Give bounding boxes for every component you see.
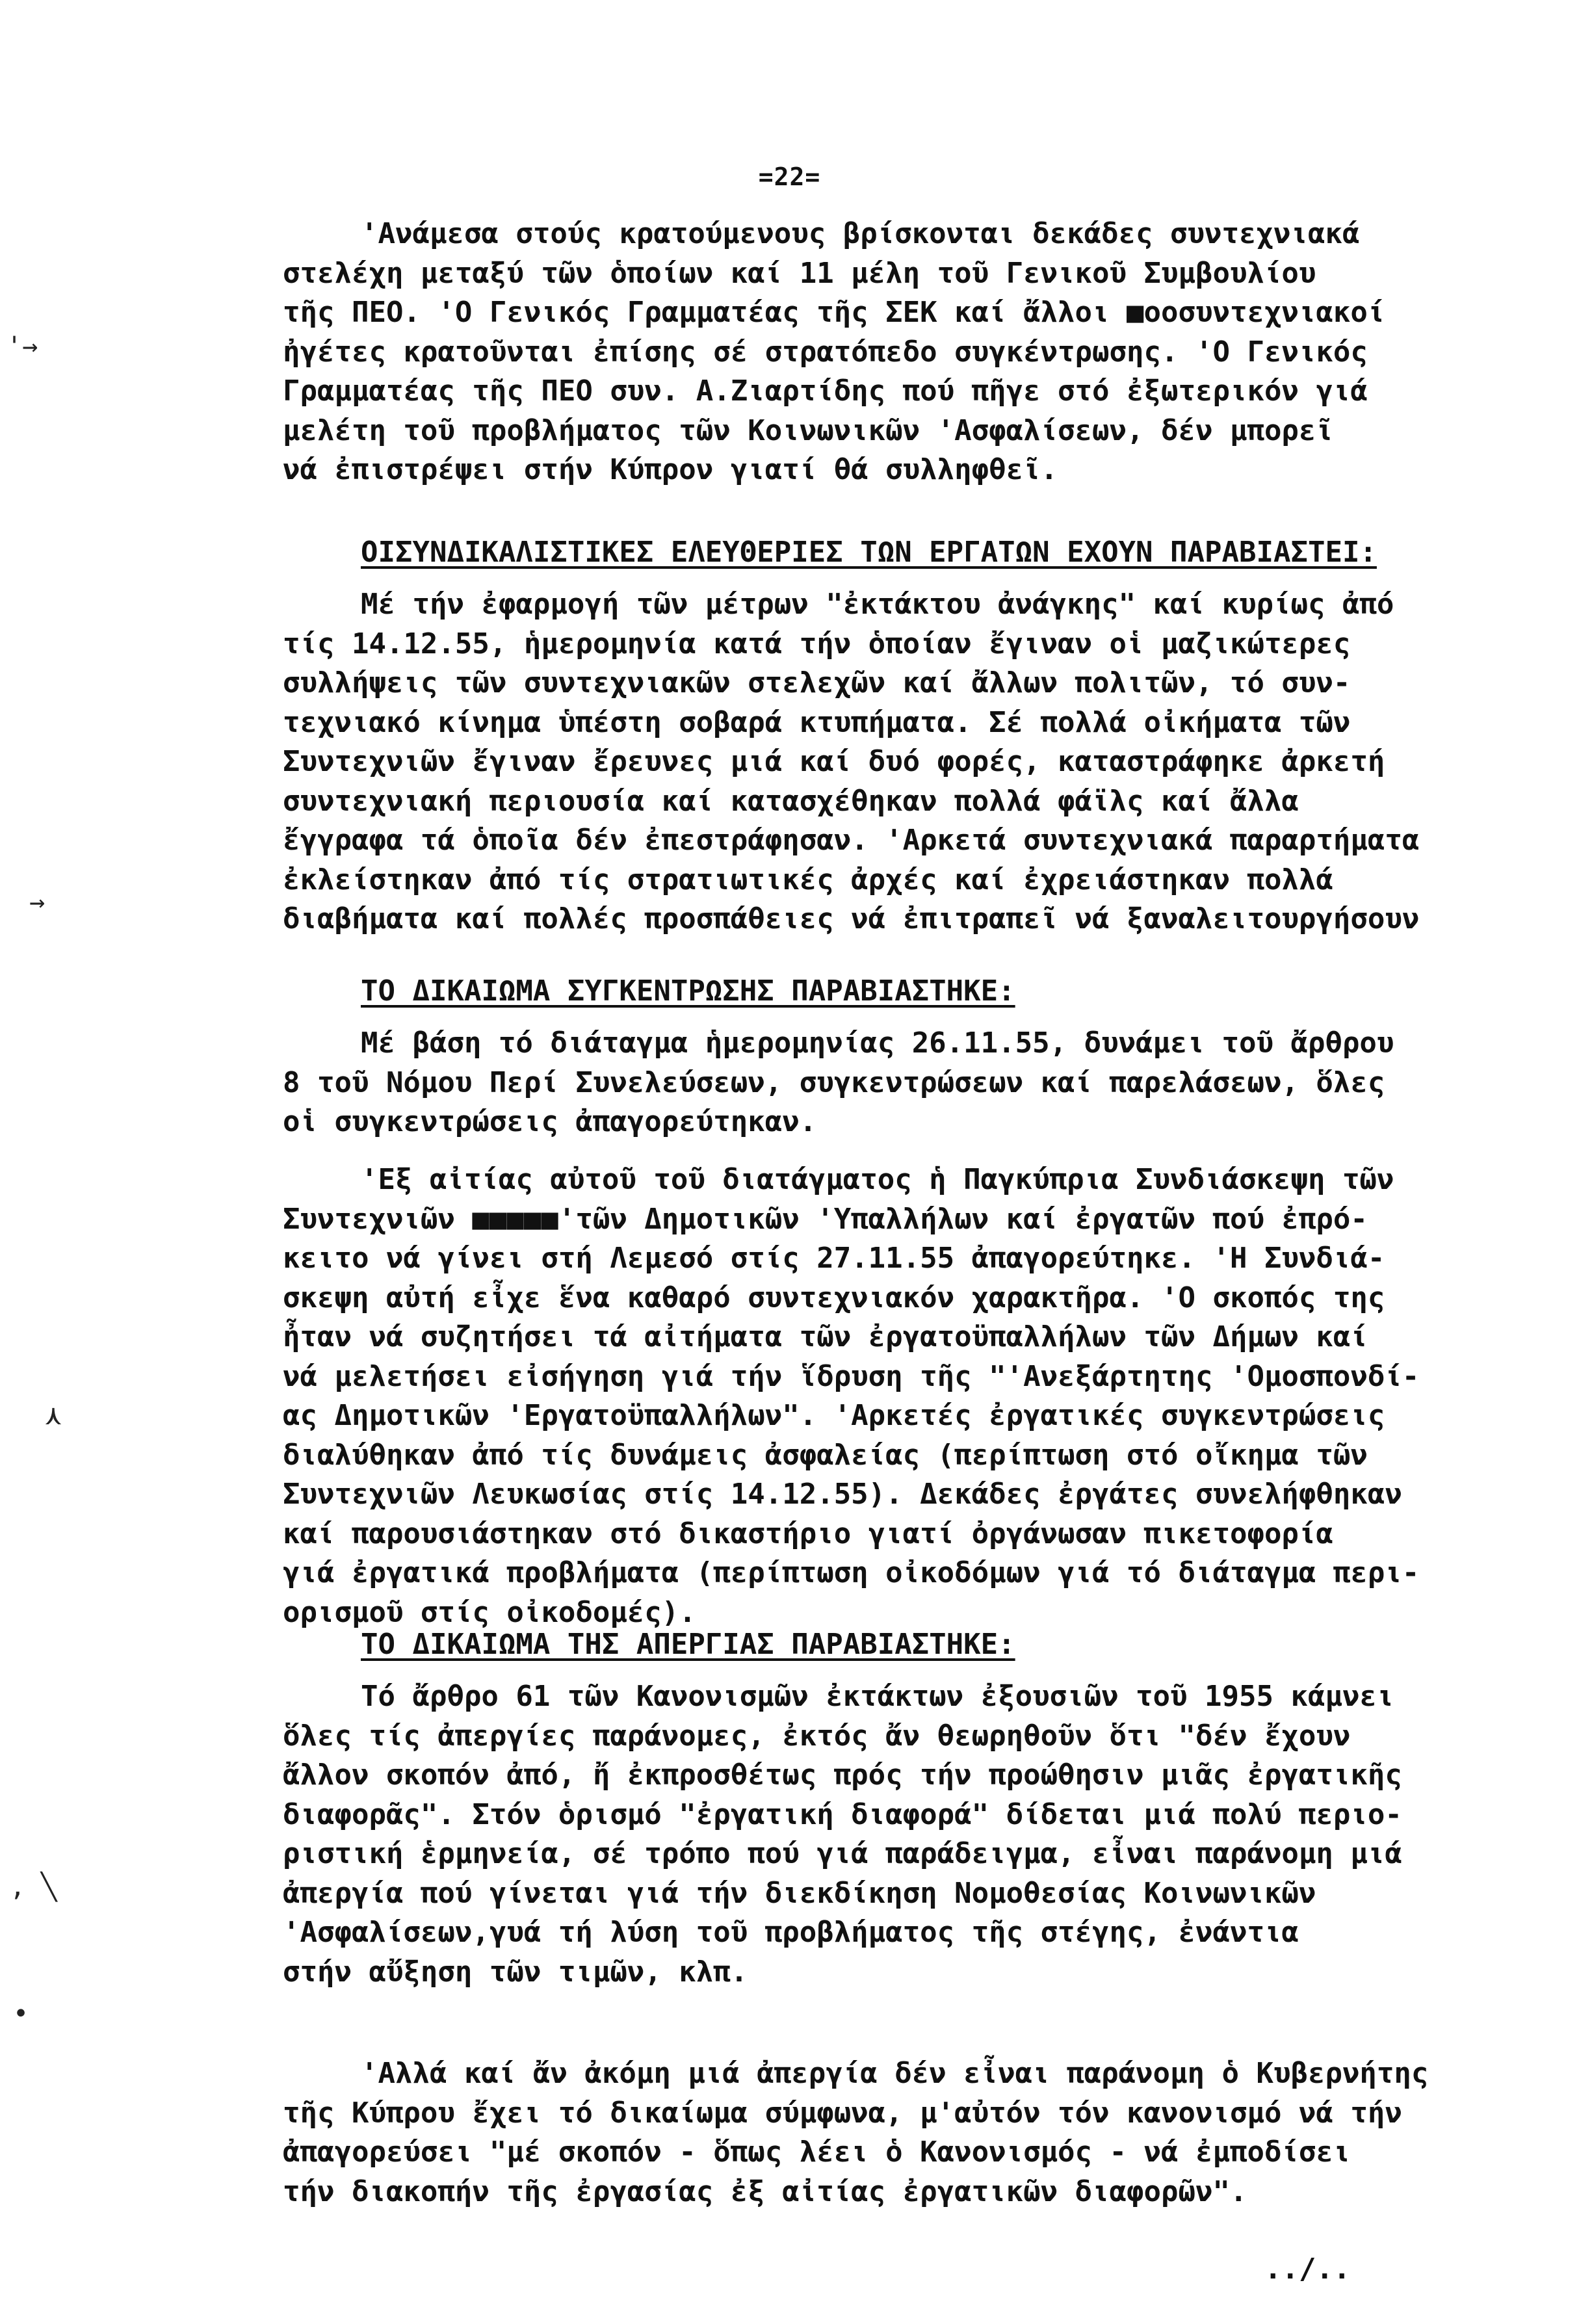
- text-line: 'Ασφαλίσεων,γυά τή λύση τοῦ προβλήματος τῆς στέγης, ἐνάντια: [283, 1916, 1299, 1949]
- text-line: τήν διακοπήν τῆς ἐργασίας ἐξ αἰτίας ἐργατικῶν διαφορῶν".: [283, 2174, 1247, 2208]
- text-line: συλλήψεις τῶν συντεχνιακῶν στελεχῶν καί ἄλλων πολιτῶν, τό συν-: [283, 666, 1351, 699]
- section-heading: ΤΟ ΔΙΚΑΙΩΜΑ ΤΗΣ ΑΠΕΡΓΙΑΣ ΠΑΡΑΒΙΑΣΤΗΚΕ:: [361, 1628, 1015, 1661]
- text-line: οἱ συγκεντρώσεις ἀπαγορεύτηκαν.: [283, 1105, 817, 1138]
- text-line: ἄλλον σκοπόν ἀπό, ἤ ἐκπροσθέτως πρός τήν προώθησιν μιᾶς ἐργατικῆς: [283, 1758, 1402, 1792]
- text-line: 'Ανάμεσα στούς κρατούμενους βρίσκονται δεκάδες συντεχνιακά: [361, 217, 1360, 250]
- page-number: =22=: [758, 163, 821, 191]
- text-line: Συντεχνιῶν ἔγιναν ἔρευνες μιά καί δυό φορές, καταστράφηκε ἀρκετή: [283, 745, 1385, 778]
- text-line: ἐκλείστηκαν ἀπό τίς στρατιωτικές ἀρχές καί ἐχρειάστηκαν πολλά: [283, 863, 1333, 896]
- text-line: τῆς ΠΕΟ. 'Ο Γενικός Γραμματέας τῆς ΣΕΚ καί ἄλλοι ■οοσυντεχνιακοί: [283, 296, 1385, 329]
- text-line: 'Εξ αἰτίας αὐτοῦ τοῦ διατάγματος ἡ Παγκύπρια Συνδιάσκεψη τῶν: [361, 1163, 1394, 1196]
- text-line: τίς 14.12.55, ἡμερομηνία κατά τήν ὁποίαν ἔγιναν οἱ μαζικώτερες: [283, 627, 1351, 660]
- text-line: ἀπαγορεύσει "μέ σκοπόν - ὅπως λέει ὁ Κανονισμός - νά ἐμποδίσει: [283, 2135, 1351, 2169]
- text-line: 8 τοῦ Νόμου Περί Συνελεύσεων, συγκεντρώσεων καί παρελάσεων, ὅλες: [283, 1065, 1385, 1099]
- text-line: σκεψη αὐτή εἶχε ἕνα καθαρό συντεχνιακόν χαρακτῆρα. 'Ο σκοπός της: [283, 1281, 1385, 1314]
- text-line: νά ἐπιστρέψει στήν Κύπρον γιατί θά συλληφθεῖ.: [283, 453, 1058, 486]
- text-line: Γραμματέας τῆς ΠΕΟ συν. Α.Ζιαρτίδης πού πῆγε στό ἐξωτερικόν γιά: [283, 374, 1368, 408]
- continuation-mark: ../..: [1264, 2252, 1351, 2286]
- text-line: ριστική ἑρμηνεία, σέ τρόπο πού γιά παράδειγμα, εἶναι παράνομη μιά: [283, 1837, 1402, 1870]
- text-line: συντεχνιακή περιουσία καί κατασχέθηκαν πολλά φάϊλς καί ἄλλα: [283, 784, 1299, 818]
- section-heading: ΤΟ ΔΙΚΑΙΩΜΑ ΣΥΓΚΕΝΤΡΩΣΗΣ ΠΑΡΑΒΙΑΣΤΗΚΕ:: [361, 974, 1015, 1008]
- text-line: Μέ τήν ἐφαρμογή τῶν μέτρων "ἐκτάκτου ἀνάγκης" καί κυρίως ἀπό: [361, 588, 1394, 621]
- text-line: καί παρουσιάστηκαν στό δικαστήριο γιατί ὀργάνωσαν πικετοφορία: [283, 1517, 1333, 1550]
- text-line: διαφορᾶς". Στόν ὁρισμό "ἐργατική διαφορά" δίδεται μιά πολύ περιο-: [283, 1797, 1402, 1831]
- text-line: Συντεχνιῶν Λευκωσίας στίς 14.12.55). Δεκάδες ἐργάτες συνελήφθηκαν: [283, 1478, 1402, 1511]
- margin-mark: →: [29, 887, 46, 917]
- text-line: Μέ βάση τό διάταγμα ἡμερομηνίας 26.11.55, δυνάμει τοῦ ἄρθρου: [361, 1026, 1394, 1060]
- margin-mark: '→: [7, 332, 38, 361]
- section-heading: ΟΙΣΥΝΔΙΚΑΛΙΣΤΙΚΕΣ ΕΛΕΥΘΕΡΙΕΣ ΤΩΝ ΕΡΓΑΤΩΝ ΕΧΟΥΝ ΠΑΡΑΒΙΑΣΤΕΙ:: [361, 536, 1377, 569]
- text-line: νά μελετήσει εἰσήγηση γιά τήν ἵδρυση τῆς "'Ανεξάρτητης 'Ομοσπονδί-: [283, 1359, 1420, 1393]
- text-line: μελέτη τοῦ προβλήματος τῶν Κοινωνικῶν 'Ασφαλίσεων, δέν μπορεῖ: [283, 413, 1333, 447]
- text-line: γιά ἐργατικά προβλήματα (περίπτωση οἰκοδόμων γιά τό διάταγμα περι-: [283, 1556, 1420, 1589]
- text-line: ἠγέτες κρατοῦνται ἐπίσης σέ στρατόπεδο συγκέντρωσης. 'Ο Γενικός: [283, 335, 1368, 369]
- text-line: στελέχη μεταξύ τῶν ὁποίων καί 11 μέλη τοῦ Γενικοῦ Συμβουλίου: [283, 256, 1316, 290]
- margin-mark: •: [13, 1999, 29, 2029]
- text-line: διαλύθηκαν ἀπό τίς δυνάμεις ἀσφαλείας (περίπτωση στό οἴκημα τῶν: [283, 1438, 1368, 1472]
- text-line: ὅλες τίς ἀπεργίες παράνομες, ἐκτός ἄν θεωρηθοῦν ὅτι "δέν ἔχουν: [283, 1719, 1351, 1753]
- text-line: τεχνιακό κίνημα ὑπέστη σοβαρά κτυπήματα. Σέ πολλά οἰκήματα τῶν: [283, 705, 1351, 739]
- text-line: κειτο νά γίνει στή Λεμεσό στίς 27.11.55 ἀπαγορεύτηκε. 'Η Συνδιά-: [283, 1242, 1385, 1275]
- text-line: Συντεχνιῶν ■■■■■'τῶν Δημοτικῶν 'Υπαλλήλων καί ἐργατῶν πού ἐπρό-: [283, 1202, 1368, 1236]
- text-line: ἀπεργία πού γίνεται γιά τήν διεκδίκηση Νομοθεσίας Κοινωνικῶν: [283, 1876, 1316, 1910]
- text-line: τῆς Κύπρου ἔχει τό δικαίωμα σύμφωνα, μ'αὐτόν τόν κανονισμό νά τήν: [283, 2096, 1402, 2130]
- text-line: ἔγγραφα τά ὁποῖα δέν ἐπεστράφησαν. 'Αρκετά συντεχνιακά παραρτήματα: [283, 824, 1420, 857]
- text-line: ας Δημοτικῶν 'Εργατοϋπαλλήλων". 'Αρκετές ἐργατικές συγκεντρώσεις: [283, 1399, 1385, 1432]
- text-line: ἦταν νά συζητήσει τά αἰτήματα τῶν ἐργατοϋπαλλήλων τῶν Δήμων καί: [283, 1320, 1368, 1353]
- margin-mark: ⋏: [46, 1401, 62, 1431]
- text-line: στήν αὔξηση τῶν τιμῶν, κλπ.: [283, 1955, 748, 1989]
- text-line: Τό ἄρθρο 61 τῶν Κανονισμῶν ἐκτάκτων ἐξουσιῶν τοῦ 1955 κάμνει: [361, 1680, 1394, 1713]
- margin-mark: , ╲: [10, 1872, 57, 1902]
- text-line: διαβήματα καί πολλές προσπάθειες νά ἐπιτραπεῖ νά ξαναλειτουργήσουν: [283, 902, 1420, 935]
- text-line: 'Αλλά καί ἄν ἀκόμη μιά ἀπεργία δέν εἶναι παράνομη ὁ Κυβερνήτης: [361, 2057, 1429, 2090]
- text-line: ορισμοῦ στίς οἰκοδομές).: [283, 1595, 696, 1629]
